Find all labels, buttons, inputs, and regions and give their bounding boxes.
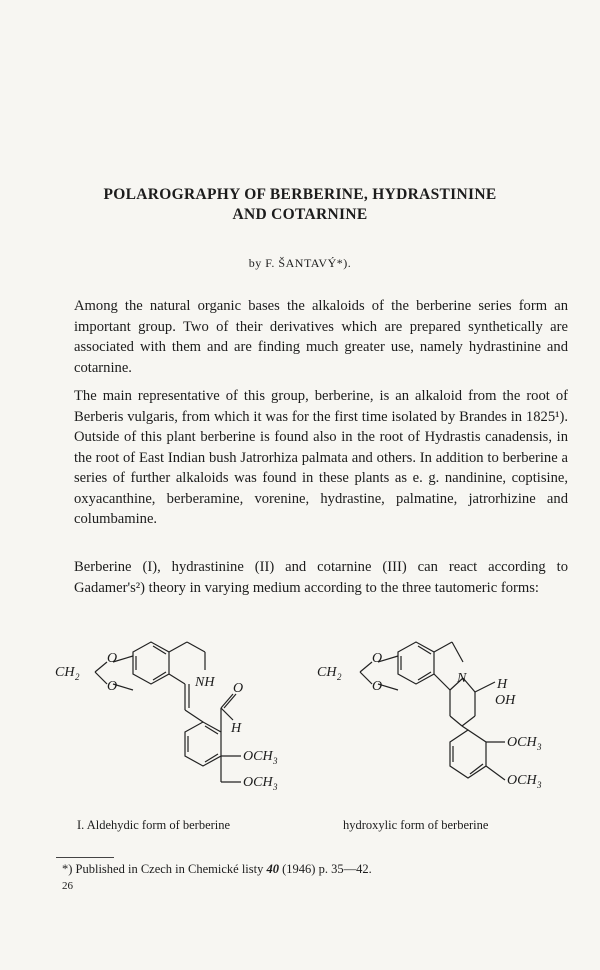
paragraph-tautomers: Berberine (I), hydrastinine (II) and cotarnine (III) can react according to Gadamer's²) theory in varying medium according to the three tautomeric forms: (74, 559, 568, 596)
svg-text:3: 3 (273, 756, 278, 766)
footnote-prefix: *) Published in Czech in Chemické listy (62, 862, 267, 876)
svg-text:2: 2 (75, 672, 80, 682)
paragraph-berberine: The main representative of this group, berberine, is an alkaloid from the root of Berberis vulgaris, from which it was for the first time isolated by Brandes in 1825¹). Outside of this plant berberine is found also in the root of Hydrastis canadensis, in the root of East Indian bush Jatrorhiza palmata and others. In addition to berberine a series of further alkaloids was found in these plants as e. g. nandinine, coptisine, oxyacanthine, berberamine, vorenine, hydrastine, palmatine, jatrorhizine and columbamine. (74, 388, 568, 527)
svg-text:3: 3 (537, 742, 542, 752)
svg-text:OCH: OCH (507, 773, 537, 788)
structure-diagrams (55, 632, 565, 822)
caption-aldehydic-form: I. Aldehydic form of berberine (77, 818, 231, 832)
svg-text:3: 3 (273, 782, 278, 792)
svg-text:N: N (457, 671, 467, 686)
paper-title-line-2: AND COTARNINE (232, 206, 368, 223)
paper-title-line-1: POLAROGRAPHY OF BERBERINE, HYDRASTININE (103, 186, 497, 203)
footnote (62, 862, 372, 877)
svg-text:OCH: OCH (507, 735, 537, 750)
svg-text:H: H (231, 721, 242, 736)
svg-text:O: O (372, 679, 383, 694)
chemical-structures (55, 632, 565, 822)
svg-text:CH: CH (317, 665, 337, 680)
footnote-divider (56, 857, 114, 858)
svg-text:3: 3 (537, 780, 542, 790)
svg-text:CH: CH (55, 665, 75, 680)
svg-text:O: O (372, 651, 383, 666)
svg-text:OCH: OCH (243, 749, 273, 764)
svg-text:OCH: OCH (243, 775, 273, 790)
svg-text:OH: OH (495, 693, 516, 708)
svg-text:O: O (107, 679, 118, 694)
author-byline: by F. ŠANTAVÝ*). (248, 256, 352, 270)
paragraph-intro: Among the natural organic bases the alkaloids of the berberine series form an important group. Two of their derivatives which are prepared synthetically are associated with them and are finding much greater use, namely hydrastinine and cotarnine. (74, 298, 568, 376)
svg-text:H: H (497, 677, 508, 692)
svg-text:NH: NH (195, 675, 215, 690)
svg-text:2: 2 (337, 672, 342, 682)
svg-text:O: O (107, 651, 118, 666)
caption-hydroxylic-form: hydroxylic form of berberine (343, 818, 489, 832)
svg-text:O: O (233, 681, 244, 696)
footnote-suffix: (1946) p. 35—42. (279, 862, 372, 876)
page-number: 26 (62, 880, 73, 892)
footnote-volume: 40 (266, 862, 279, 876)
